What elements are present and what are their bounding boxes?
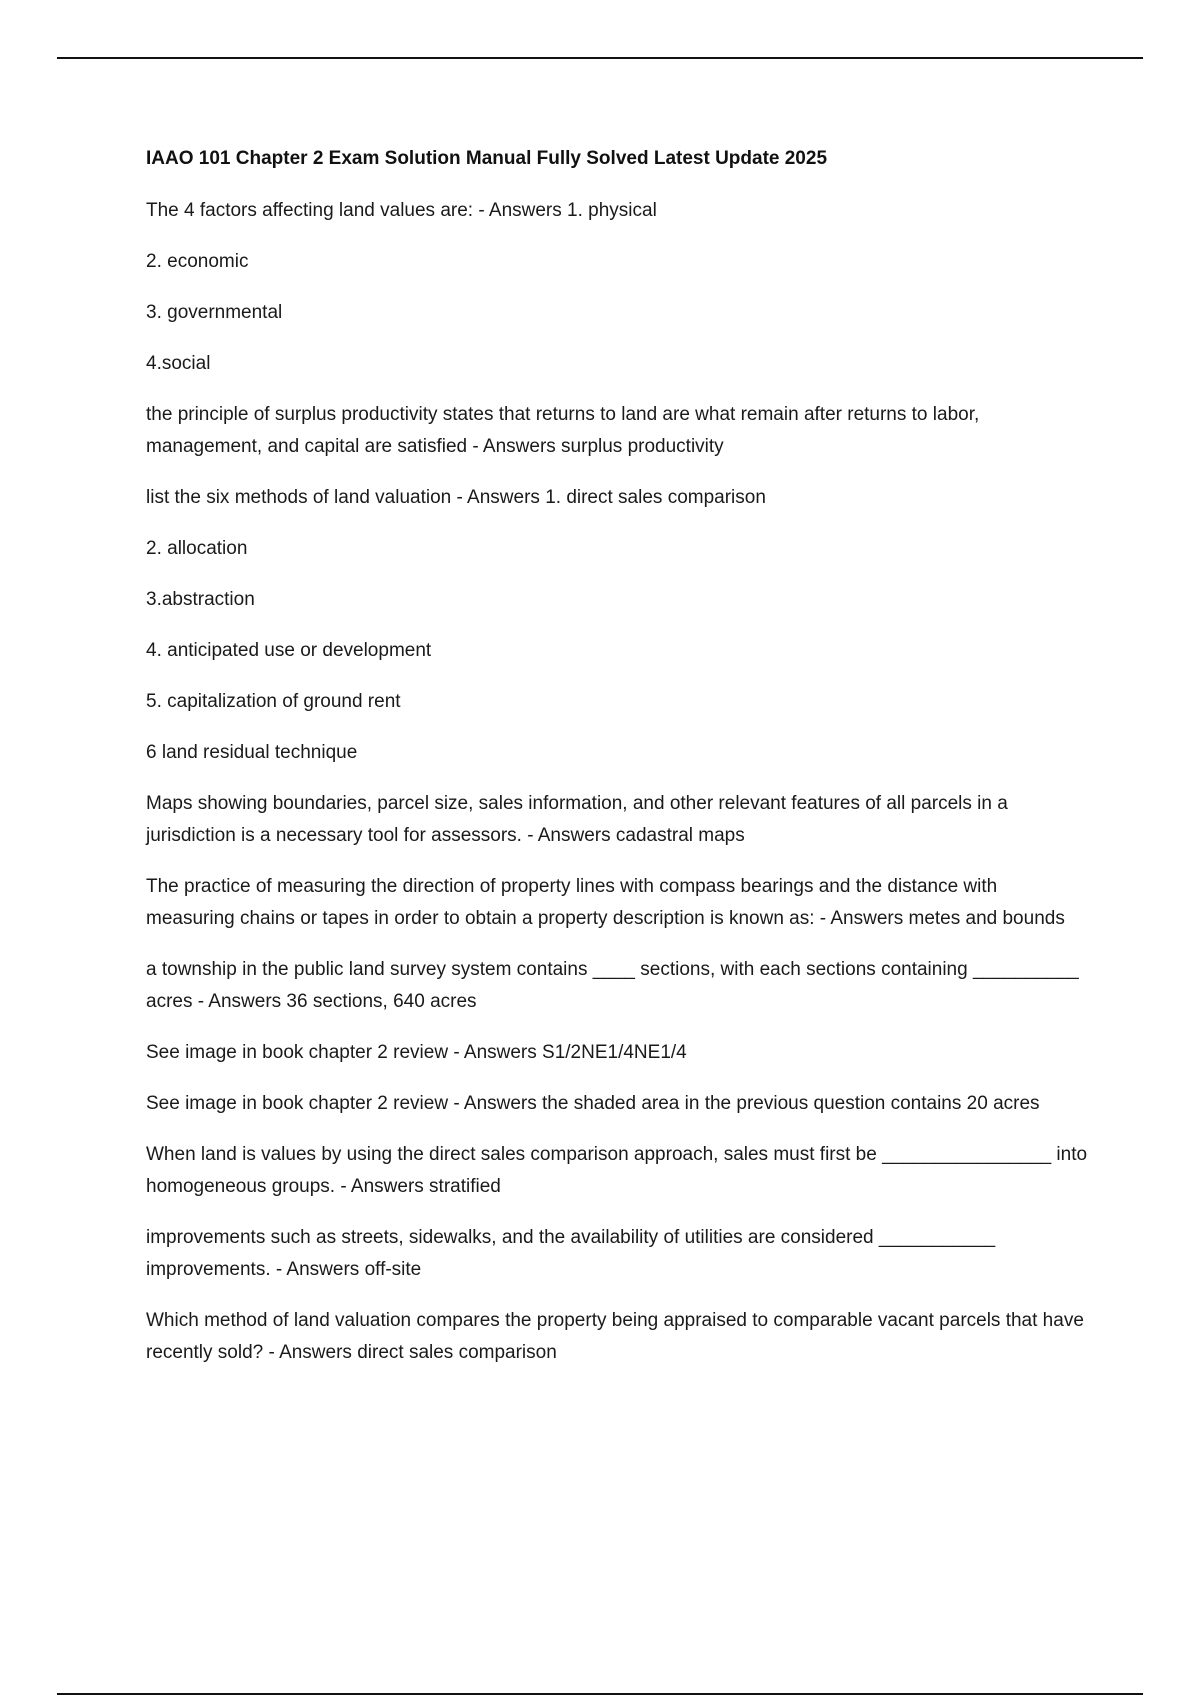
paragraph: a township in the public land survey system contains ____ sections, with each sections containing __________ acres - Answers 36 sections, 640 acres [146,959,1084,1012]
paragraph: improvements such as streets, sidewalks, and the availability of utilities are considered ___________ improvements. - Answers off-site [146,1227,1001,1280]
document-title: IAAO 101 Chapter 2 Exam Solution Manual Fully Solved Latest Update 2025 [146,148,828,169]
paragraph: list the six methods of land valuation - Answers 1. direct sales comparison [146,487,766,508]
paragraph: When land is values by using the direct sales comparison approach, sales must first be ________________ into homogeneous groups. - Answers stratified [146,1144,1093,1197]
paragraph: Maps showing boundaries, parcel size, sales information, and other relevant features of all parcels in a jurisdiction is a necessary tool for assessors. - Answers cadastral maps [146,793,1014,846]
paragraph: Which method of land valuation compares the property being appraised to comparable vacant parcels that have recently sold? - Answers direct sales comparison [146,1310,1090,1363]
paragraph: 4.social [146,353,211,374]
document-body [146,144,1091,1388]
paragraph: 5. capitalization of ground rent [146,691,401,712]
header-rule [57,57,1143,59]
paragraph: The 4 factors affecting land values are: - Answers 1. physical [146,200,657,221]
paragraph: See image in book chapter 2 review - Answers S1/2NE1/4NE1/4 [146,1042,687,1063]
paragraph: the principle of surplus productivity states that returns to land are what remain after returns to labor, management, and capital are satisfied - Answers surplus productivity [146,404,985,457]
paragraph: 2. allocation [146,538,248,559]
paragraph: 3.abstraction [146,589,255,610]
paragraph: 3. governmental [146,302,283,323]
paragraph: The practice of measuring the direction of property lines with compass bearings and the distance with measuring chains or tapes in order to obtain a property description is known as: - Answers metes and bounds [146,876,1065,929]
paragraph: 2. economic [146,251,249,272]
paragraph: See image in book chapter 2 review - Answers the shaded area in the previous question contains 20 acres [146,1093,1040,1114]
paragraph: 4. anticipated use or development [146,640,432,661]
footer-rule [57,1693,1143,1695]
paragraph: 6 land residual technique [146,742,358,763]
